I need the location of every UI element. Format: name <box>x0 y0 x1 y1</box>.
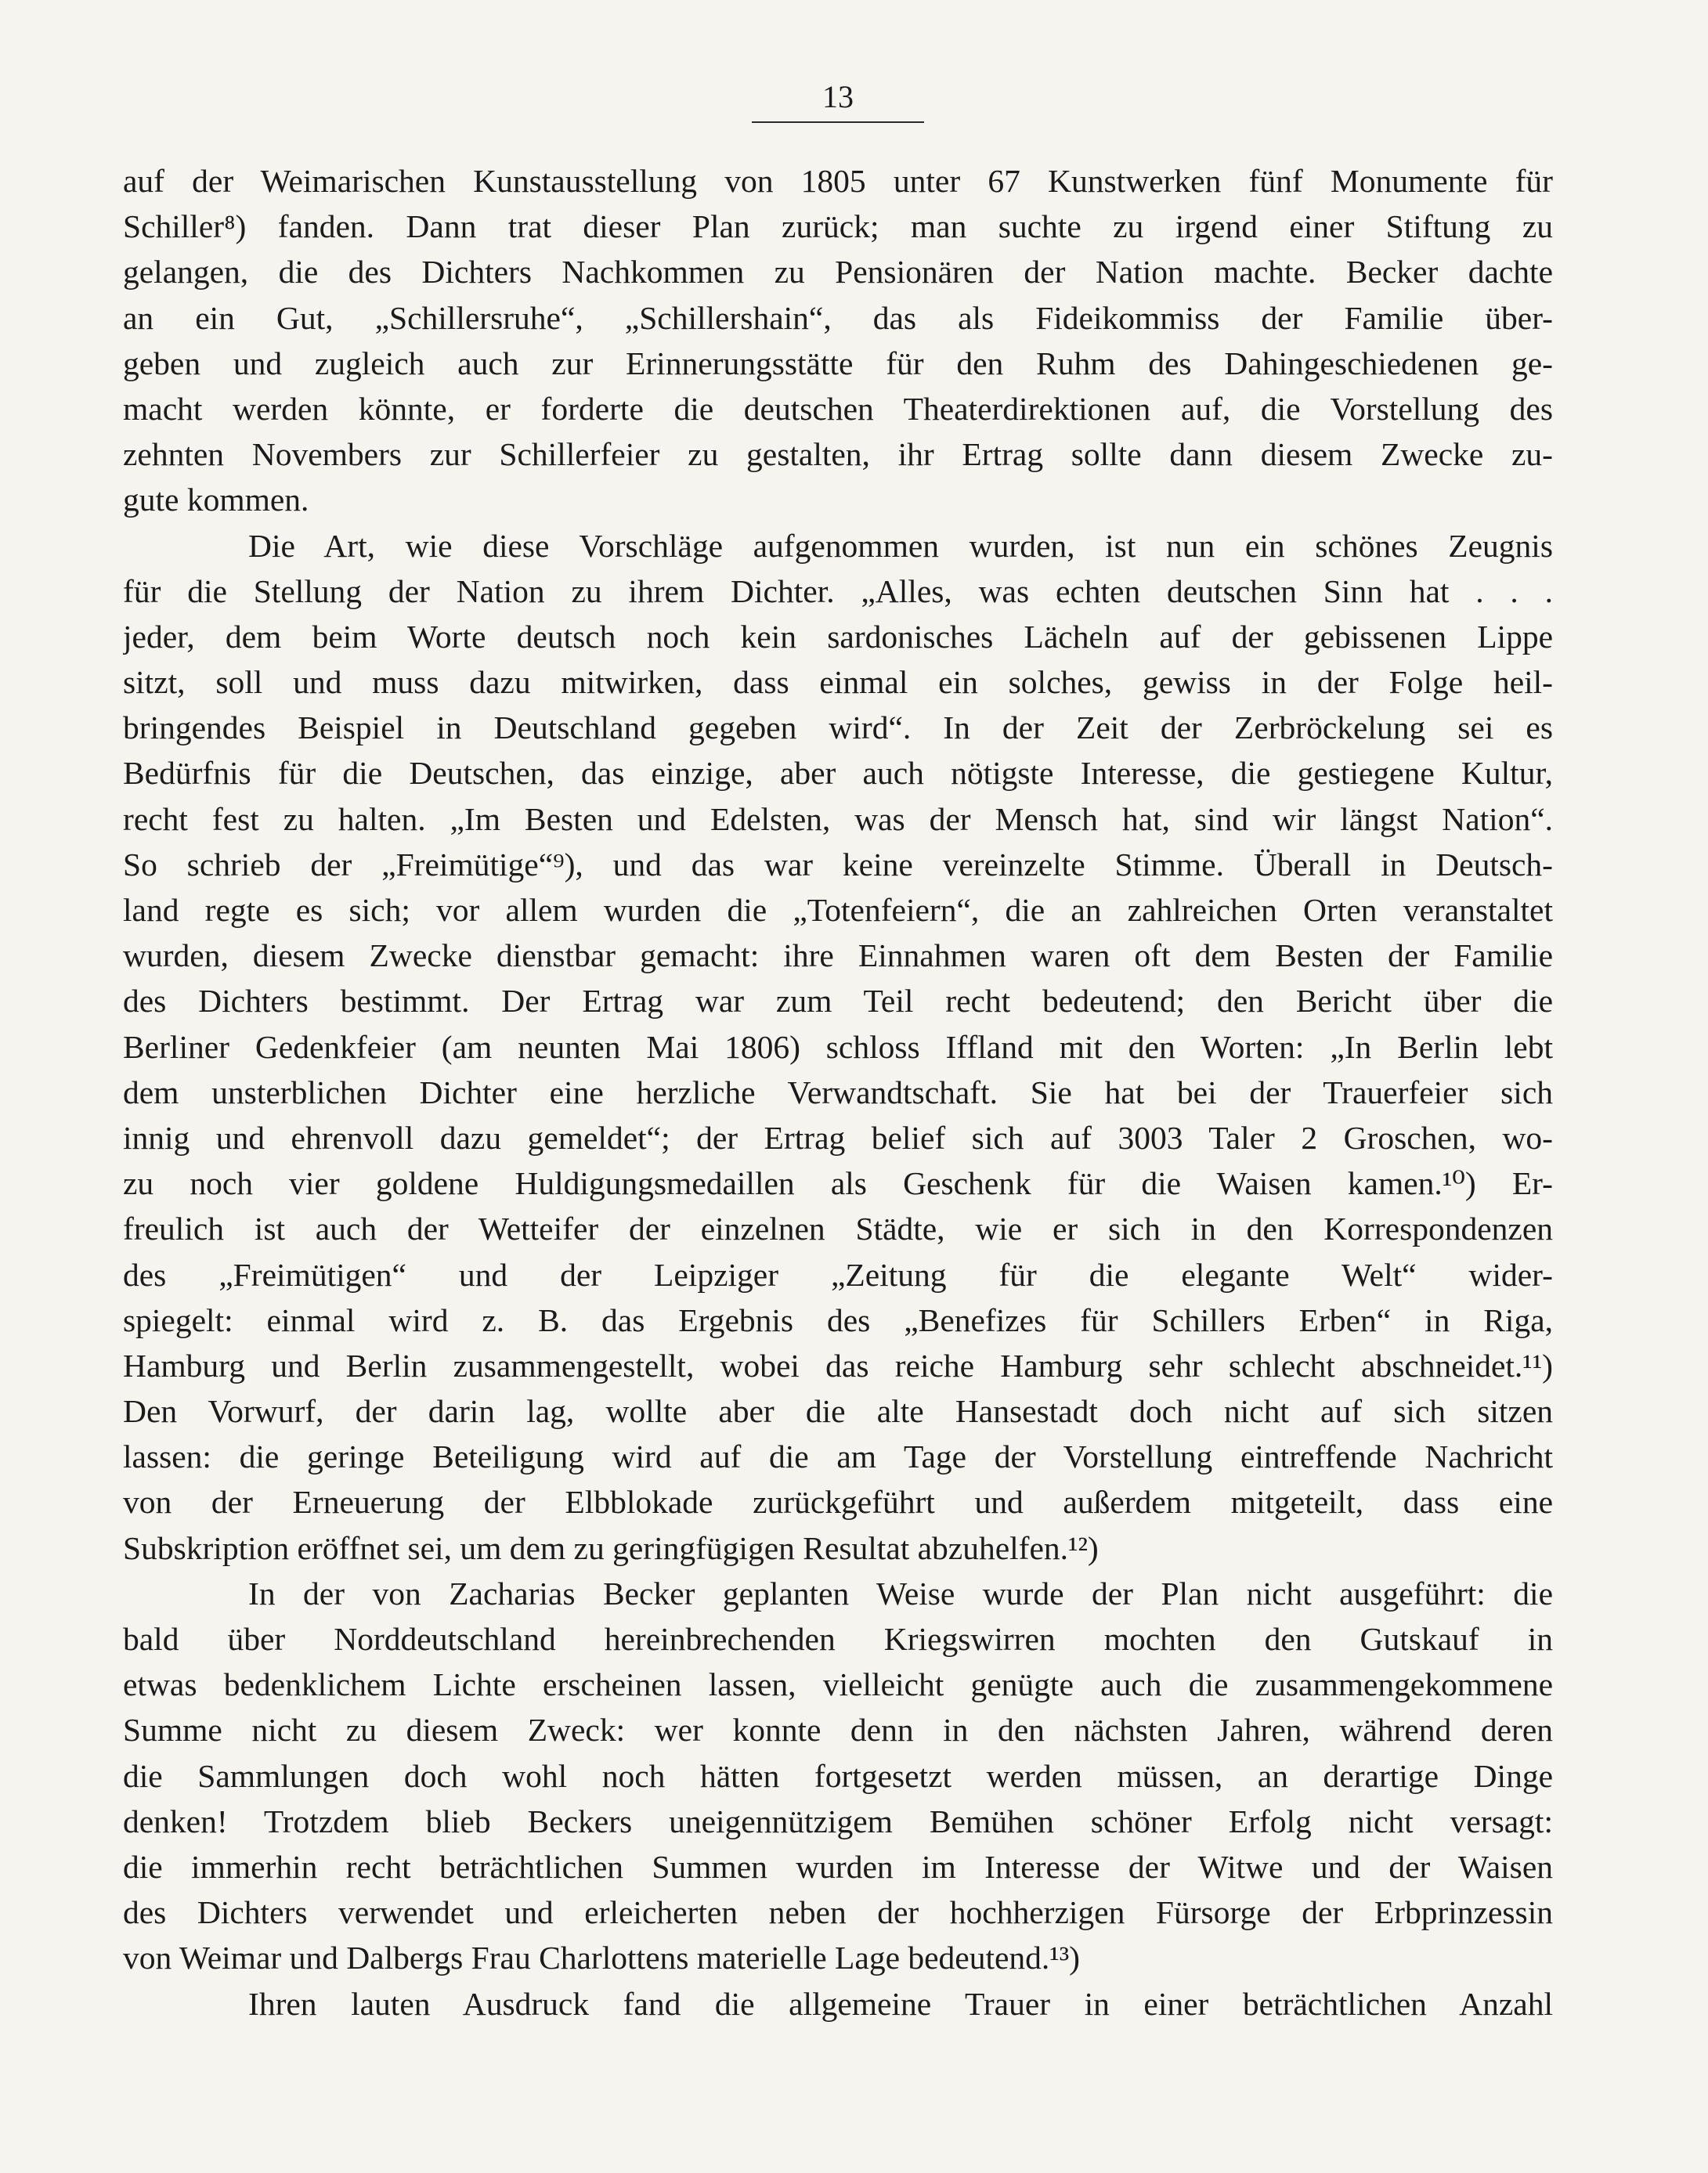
text-line: denken! Trotzdem blieb Beckers uneigennützigem Bemühen schöner Erfolg nicht versagt: <box>123 1803 1553 1839</box>
page-number: 13 <box>822 79 854 114</box>
text-line: des Dichters verwendet und erleicherten neben der hochherzigen Fürsorge der Erbprinzessin <box>123 1894 1553 1931</box>
body-text <box>123 158 1553 2027</box>
page-number-rule <box>752 121 924 123</box>
text-line: recht fest zu halten. „Im Besten und Edelsten, was der Mensch hat, sind wir längst Nation“. <box>123 800 1553 837</box>
text-line: innig und ehrenvoll dazu gemeldet“; der Ertrag belief sich auf 3003 Taler 2 Groschen, wo- <box>123 1119 1553 1156</box>
text-line: die immerhin recht beträchtlichen Summen wurden im Interesse der Witwe und der Waisen <box>123 1848 1553 1885</box>
text-line: bald über Norddeutschland hereinbrechenden Kriegswirren mochten den Gutskauf in <box>123 1621 1553 1657</box>
text-line: In der von Zacharias Becker geplanten Weise wurde der Plan nicht ausgeführt: die <box>248 1575 1553 1612</box>
text-line: des Dichters bestimmt. Der Ertrag war zum Teil recht bedeutend; den Bericht über die <box>123 983 1553 1020</box>
text-line: für die Stellung der Nation zu ihrem Dichter. „Alles, was echten deutschen Sinn hat . . . <box>123 572 1553 609</box>
text-line: des „Freimütigen“ und der Leipziger „Zeitung für die elegante Welt“ wider- <box>123 1256 1553 1293</box>
text-line: geben und zugleich auch zur Erinnerungsstätte für den Ruhm des Dahingeschiedenen ge- <box>123 345 1553 381</box>
text-line: Hamburg und Berlin zusammengestellt, wobei das reiche Hamburg sehr schlecht abschneidet.¹¹) <box>123 1347 1553 1384</box>
text-line: Bedürfnis für die Deutschen, das einzige, aber auch nötigste Interesse, die gestiegene Kultur, <box>123 755 1553 792</box>
text-line: Schiller⁸) fanden. Dann trat dieser Plan zurück; man suchte zu irgend einer Stiftung zu <box>123 208 1553 245</box>
text-line: auf der Weimarischen Kunstausstellung von 1805 unter 67 Kunstwerken fünf Monumente für <box>123 163 1553 199</box>
text-line: spiegelt: einmal wird z. B. das Ergebnis des „Benefizes für Schillers Erben“ in Riga, <box>123 1301 1553 1338</box>
text-line: Berliner Gedenkfeier (am neunten Mai 1806) schloss Iffland mit den Worten: „In Berlin lebt <box>123 1028 1553 1065</box>
text-line: freulich ist auch der Wetteifer der einzelnen Städte, wie er sich in den Korrespondenzen <box>123 1211 1553 1247</box>
text-line: macht werden könnte, er forderte die deutschen Theaterdirektionen auf, die Vorstellung des <box>123 390 1553 427</box>
text-line: lassen: die geringe Beteiligung wird auf die am Tage der Vorstellung eintreffende Nachricht <box>123 1438 1553 1475</box>
text-line: So schrieb der „Freimütige“⁹), und das war keine vereinzelte Stimme. Überall in Deutsch- <box>123 846 1553 883</box>
text-line: Summe nicht zu diesem Zweck: wer konnte denn in den nächsten Jahren, während deren <box>123 1712 1553 1749</box>
text-line: Den Vorwurf, der darin lag, wollte aber die alte Hansestadt doch nicht auf sich sitzen <box>123 1393 1553 1430</box>
text-line: sitzt, soll und muss dazu mitwirken, dass einmal ein solches, gewiss in der Folge heil- <box>123 664 1553 701</box>
text-line: gelangen, die des Dichters Nachkommen zu Pensionären der Nation machte. Becker dachte <box>123 254 1553 291</box>
text-line: von der Erneuerung der Elbblokade zurückgeführt und außerdem mitgeteilt, dass eine <box>123 1484 1553 1521</box>
text-line: die Sammlungen doch wohl noch hätten fortgesetzt werden müssen, an derartige Dinge <box>123 1757 1553 1794</box>
text-line: land regte es sich; vor allem wurden die „Totenfeiern“, die an zahlreichen Orten veranstaltet <box>123 892 1553 928</box>
text-line: Ihren lauten Ausdruck fand die allgemeine Trauer in einer beträchtlichen Anzahl <box>248 1985 1553 2022</box>
text-line: dem unsterblichen Dichter eine herzliche Verwandtschaft. Sie hat bei der Trauerfeier sich <box>123 1074 1553 1110</box>
text-line: bringendes Beispiel in Deutschland gegeben wird“. In der Zeit der Zerbröckelung sei es <box>123 709 1553 746</box>
text-line: wurden, diesem Zwecke dienstbar gemacht: ihre Einnahmen waren oft dem Besten der Familie <box>123 937 1553 974</box>
text-line: jeder, dem beim Worte deutsch noch kein sardonisches Lächeln auf der gebissenen Lippe <box>123 618 1553 655</box>
text-line: zehnten Novembers zur Schillerfeier zu gestalten, ihr Ertrag sollte dann diesem Zwecke zu- <box>123 436 1553 473</box>
text-line: etwas bedenklichem Lichte erscheinen lassen, vielleicht genügte auch die zusammengekommene <box>123 1666 1553 1703</box>
text-line: Die Art, wie diese Vorschläge aufgenommen wurden, ist nun ein schönes Zeugnis <box>248 527 1553 564</box>
text-line: gute kommen. <box>123 482 309 518</box>
text-line: Subskription eröffnet sei, um dem zu geringfügigen Resultat abzuhelfen.¹²) <box>123 1529 1099 1566</box>
text-line: zu noch vier goldene Huldigungsmedaillen als Geschenk für die Waisen kamen.¹⁰) Er- <box>123 1165 1553 1202</box>
text-line: von Weimar und Dalbergs Frau Charlottens materielle Lage bedeutend.¹³) <box>123 1940 1080 1976</box>
text-line: an ein Gut, „Schillersruhe“, „Schillershain“, das als Fideikommiss der Familie über- <box>123 299 1553 336</box>
